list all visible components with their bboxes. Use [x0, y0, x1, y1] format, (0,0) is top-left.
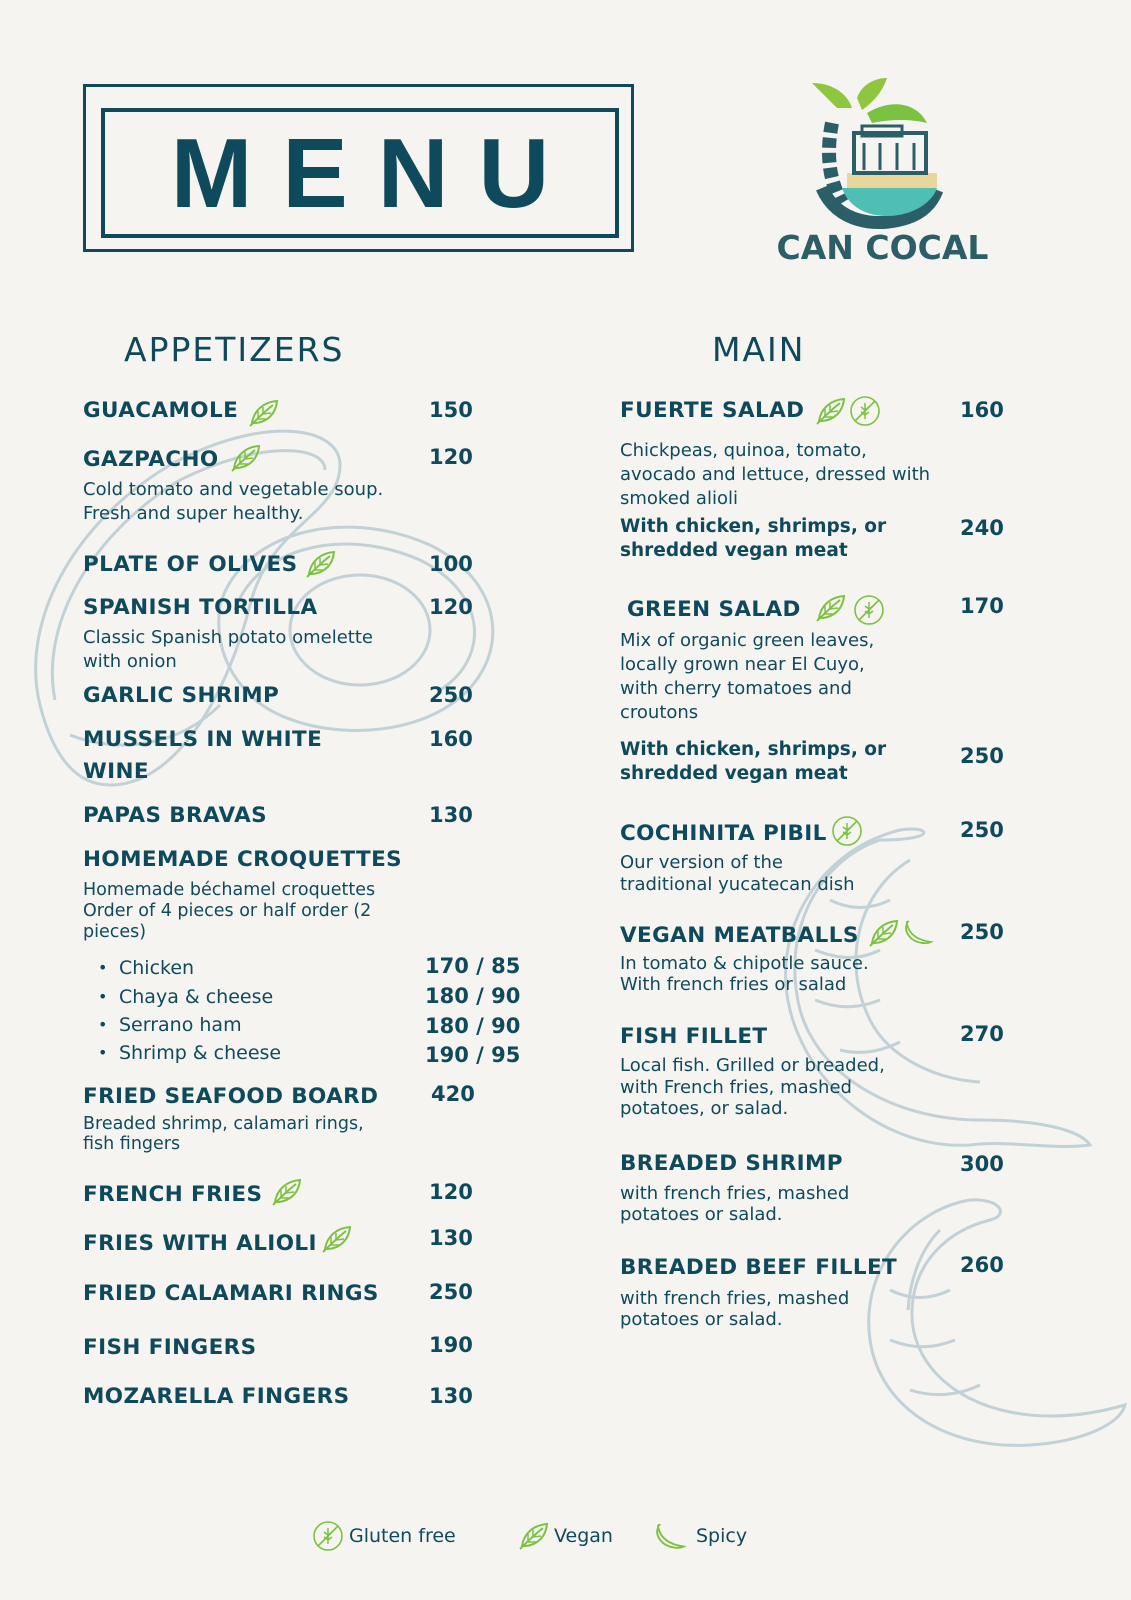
item-name: FISH FILLET — [620, 1024, 768, 1049]
item-description: potatoes or salad. — [620, 1204, 783, 1225]
item-name: GARLIC SHRIMP — [83, 683, 280, 708]
item-name: GREEN SALAD — [627, 597, 801, 622]
vegan-icon — [866, 918, 900, 952]
item-description: Breaded shrimp, calamari rings, — [83, 1114, 364, 1134]
item-description: potatoes or salad. — [620, 1309, 783, 1330]
item-price: 160 — [429, 727, 473, 751]
item-name: FISH FINGERS — [83, 1335, 257, 1360]
vegan-icon — [228, 443, 262, 477]
vegan-icon — [516, 1521, 550, 1555]
vegan-icon — [813, 396, 847, 430]
list-item: • Serrano ham — [119, 1014, 242, 1036]
item-description: with French fries, mashed — [620, 1077, 852, 1098]
item-name: FRENCH FRIES — [83, 1182, 263, 1207]
gluten-free-icon — [312, 1520, 344, 1556]
item-description: Order of 4 pieces or half order (2 — [83, 901, 372, 921]
spicy-icon — [654, 1523, 688, 1555]
item-name: MUSSELS IN WHITE — [83, 727, 323, 752]
item-description: Our version of the — [620, 852, 783, 873]
item-description: traditional yucatecan dish — [620, 874, 855, 895]
item-price: 130 — [429, 1226, 473, 1250]
item-name: PAPAS BRAVAS — [83, 803, 268, 828]
item-price: 180 / 90 — [425, 984, 521, 1008]
item-price: 250 — [960, 920, 1004, 944]
item-name: GAZPACHO — [83, 447, 219, 472]
item-price: 120 — [429, 1180, 473, 1204]
item-extra: shredded vegan meat — [620, 763, 848, 784]
item-name: FRIED CALAMARI RINGS — [83, 1281, 379, 1306]
item-name: FRIES WITH ALIOLI — [83, 1231, 317, 1256]
item-price: 150 — [429, 398, 473, 422]
gluten-free-icon — [831, 815, 863, 851]
item-description: With french fries or salad — [620, 974, 847, 995]
item-description: with onion — [83, 651, 177, 672]
item-name: HOMEMADE CROQUETTES — [83, 847, 403, 872]
vegan-icon — [303, 549, 337, 583]
item-price: 300 — [960, 1152, 1004, 1176]
item-price: 240 — [960, 516, 1004, 540]
item-description: Classic Spanish potato omelette — [83, 627, 373, 648]
item-price: 130 — [429, 1384, 473, 1408]
item-price: 160 — [960, 398, 1004, 422]
item-price: 250 — [429, 1280, 473, 1304]
item-name: WINE — [83, 759, 149, 784]
appetizers-heading: APPETIZERS — [124, 330, 345, 369]
item-name: VEGAN MEATBALLS — [620, 923, 859, 948]
item-name: FRIED SEAFOOD BOARD — [83, 1084, 379, 1109]
item-description: Fresh and super healthy. — [83, 503, 304, 524]
item-description: with french fries, mashed — [620, 1288, 850, 1309]
item-description: locally grown near El Cuyo, — [620, 654, 865, 675]
list-item: • Chaya & cheese — [119, 986, 273, 1008]
gluten-free-icon — [853, 594, 885, 630]
item-name: BREADED SHRIMP — [620, 1151, 843, 1176]
item-price: 170 / 85 — [425, 954, 521, 978]
item-description: Cold tomato and vegetable soup. — [83, 479, 384, 500]
item-description: avocado and lettuce, dressed with — [620, 464, 931, 485]
item-description: with french fries, mashed — [620, 1183, 850, 1204]
spicy-icon — [903, 920, 935, 950]
item-price: 250 — [960, 744, 1004, 768]
main-heading: MAIN — [712, 330, 806, 369]
item-name: SPANISH TORTILLA — [83, 595, 318, 620]
item-name: PLATE OF OLIVES — [83, 552, 298, 577]
vegan-icon — [319, 1224, 353, 1258]
item-extra: With chicken, shrimps, or — [620, 739, 887, 760]
item-price: 130 — [429, 803, 473, 827]
item-price: 260 — [960, 1253, 1004, 1277]
item-name: GUACAMOLE — [83, 398, 239, 423]
item-description: with cherry tomatoes and — [620, 678, 852, 699]
shrimp-illustration-bottom — [850, 1190, 1130, 1460]
item-description: Mix of organic green leaves, — [620, 630, 875, 651]
item-description: pieces) — [83, 922, 147, 942]
brand-name: CAN COCAL — [776, 228, 989, 267]
legend-spicy: Spicy — [696, 1525, 748, 1547]
vegan-icon — [269, 1177, 303, 1211]
item-price: 190 — [429, 1333, 473, 1357]
item-price: 190 / 95 — [425, 1043, 521, 1067]
item-price: 270 — [960, 1022, 1004, 1046]
item-description: In tomato & chipotle sauce. — [620, 953, 869, 974]
item-description: potatoes, or salad. — [620, 1098, 789, 1119]
item-name: FUERTE SALAD — [620, 398, 805, 423]
legend-vegan: Vegan — [554, 1525, 613, 1547]
item-price: 120 — [429, 445, 473, 469]
item-description: smoked alioli — [620, 488, 738, 509]
item-name: COCHINITA PIBIL — [620, 821, 827, 846]
item-description: croutons — [620, 702, 699, 723]
item-extra: shredded vegan meat — [620, 540, 848, 561]
list-item: • Chicken — [119, 957, 194, 979]
item-price: 170 — [960, 594, 1004, 618]
item-name: BREADED BEEF FILLET — [620, 1255, 898, 1280]
item-name: MOZARELLA FINGERS — [83, 1384, 350, 1409]
item-description: Chickpeas, quinoa, tomato, — [620, 440, 867, 461]
menu-title: MENU — [170, 117, 580, 228]
item-price: 420 — [431, 1082, 475, 1106]
legend-gluten-free: Gluten free — [349, 1525, 456, 1547]
item-description: fish fingers — [83, 1134, 181, 1154]
vegan-icon — [813, 593, 847, 627]
item-price: 120 — [429, 595, 473, 619]
item-price: 100 — [429, 552, 473, 576]
gluten-free-icon — [849, 395, 881, 431]
item-extra: With chicken, shrimps, or — [620, 516, 887, 537]
list-item: • Shrimp & cheese — [119, 1042, 281, 1064]
item-price: 250 — [429, 683, 473, 707]
vegan-icon — [246, 398, 280, 432]
item-price: 250 — [960, 818, 1004, 842]
item-description: Homemade béchamel croquettes — [83, 880, 376, 900]
item-price: 180 / 90 — [425, 1014, 521, 1038]
item-description: Local fish. Grilled or breaded, — [620, 1055, 885, 1076]
